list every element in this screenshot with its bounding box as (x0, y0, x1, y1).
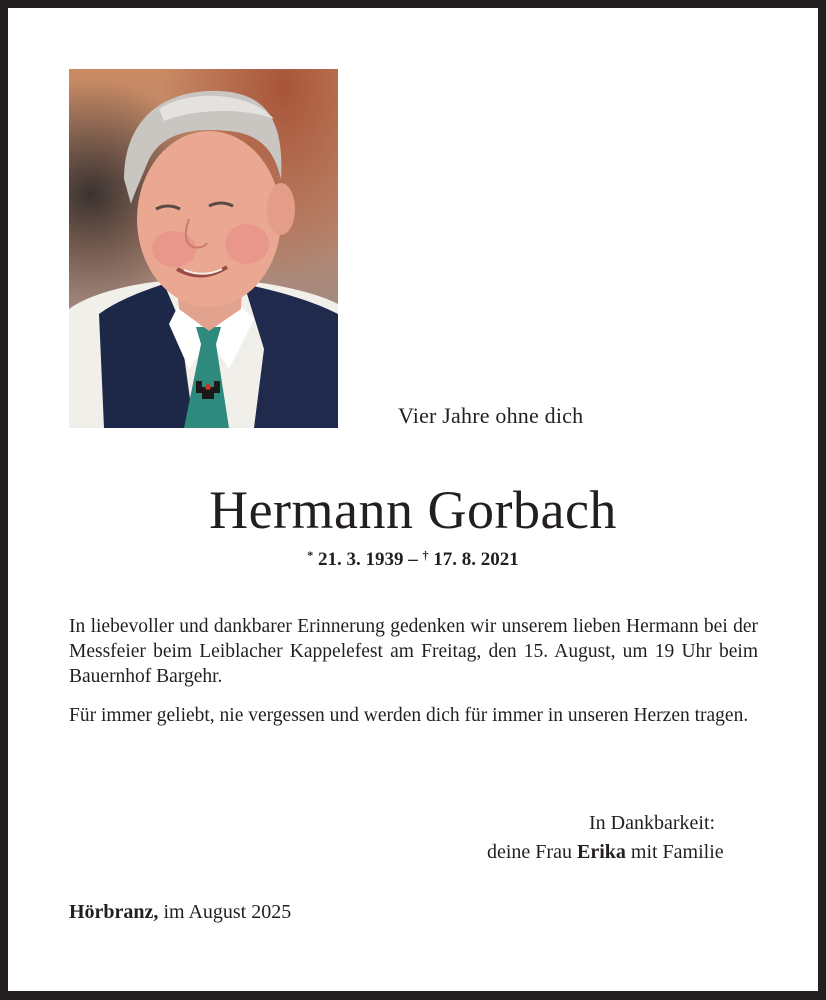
place-name: Hörbranz, (69, 901, 159, 923)
place-and-date (69, 901, 291, 924)
portrait-photo (69, 69, 338, 428)
memorial-subtitle: Vier Jahre ohne dich (398, 403, 584, 428)
signature-family (487, 841, 724, 864)
birth-date: 21. 3. 1939 (318, 549, 404, 570)
death-date: 17. 8. 2021 (433, 549, 519, 570)
date-separator: – (403, 549, 423, 570)
portrait-illustration (69, 69, 338, 428)
obituary-card (8, 8, 818, 991)
signature-prefix: deine Frau (487, 841, 577, 863)
death-dagger-icon: † (422, 548, 429, 562)
love-paragraph: Für immer geliebt, nie vergessen und werden dich für immer in unseren Herzen tragen. (69, 705, 749, 726)
signature-suffix: mit Familie (625, 841, 724, 863)
signature-intro: In Dankbarkeit: (589, 812, 716, 834)
birth-star-icon: * (307, 548, 314, 562)
publication-date: im August 2025 (158, 901, 292, 923)
deceased-name: Hermann Gorbach (209, 480, 617, 540)
life-dates (8, 548, 818, 571)
remembrance-paragraph: In liebevoller und dankbarer Erinnerung gedenken wir unserem lieben Hermann bei der Messfeier beim Leiblacher Kappelefest am Freitag, den 15. August, um 19 Uhr beim Bauernhof Bargehr. (69, 616, 758, 687)
signature-name: Erika (576, 841, 626, 863)
